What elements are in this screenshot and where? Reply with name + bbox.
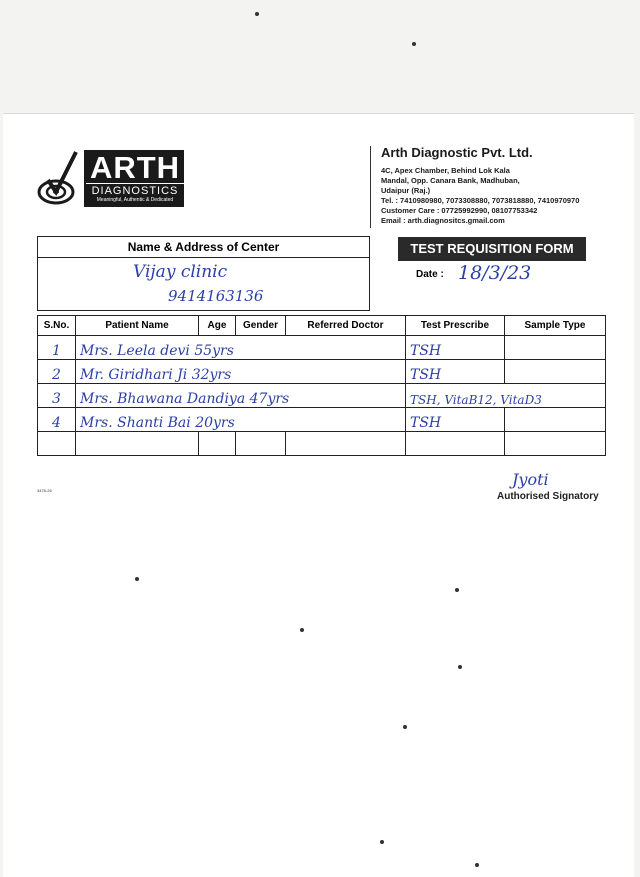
row-sno: 1: [38, 336, 76, 360]
row-age: [199, 432, 236, 456]
column-header: Gender: [236, 316, 286, 336]
row-test: TSH: [406, 360, 505, 384]
target-check-icon: [36, 150, 86, 210]
column-header: Age: [199, 316, 236, 336]
company-name: Arth Diagnostic Pvt. Ltd.: [381, 145, 533, 160]
row-doctor: [286, 432, 406, 456]
paper-speck: [455, 588, 459, 592]
row-sno: 4: [38, 408, 76, 432]
address-line: Mandal, Opp. Canara Bank, Madhuban,: [381, 176, 520, 185]
date-value: 18/3/23: [458, 262, 532, 284]
table-row: [38, 336, 606, 360]
row-sample-type: [505, 360, 606, 384]
row-sample-type: [505, 432, 606, 456]
row-patient: Mr. Giridhari Ji 32yrs: [76, 360, 406, 384]
paper-speck: [380, 840, 384, 844]
table-row: [38, 360, 606, 384]
address-line: Tel. : 7410980980, 7073308880, 7073818880, 7410970970: [381, 196, 580, 205]
page-edge-top: [0, 0, 640, 112]
row-test: TSH: [406, 336, 505, 360]
paper-speck: [403, 725, 407, 729]
address-line: 4C, Apex Chamber, Behind Lok Kala: [381, 166, 510, 175]
center-name: Vijay clinic: [133, 262, 228, 282]
address-line: Customer Care : 07725992990, 08107753342: [381, 206, 538, 215]
paper-speck: [300, 628, 304, 632]
row-patient: Mrs. Bhawana Dandiya 47yrs: [76, 384, 406, 408]
column-header: Sample Type: [505, 316, 606, 336]
arth-logo: [36, 150, 186, 210]
paper-speck: [255, 12, 259, 16]
row-patient: [76, 432, 199, 456]
table-row: [38, 408, 606, 432]
logo-tagline: Meaningful, Authentic & Dedicated: [96, 197, 174, 203]
column-header: S.No.: [38, 316, 76, 336]
row-sno: 2: [38, 360, 76, 384]
column-header: Test Prescribe: [406, 316, 505, 336]
form-title: TEST REQUISITION FORM: [398, 237, 586, 261]
center-box-title: Name & Address of Center: [38, 237, 369, 258]
row-sno: 3: [38, 384, 76, 408]
logo-subtitle: DIAGNOSTICS: [86, 183, 184, 197]
paper-speck: [135, 577, 139, 581]
paper-speck: [458, 665, 462, 669]
row-sno: [38, 432, 76, 456]
row-test: [406, 432, 505, 456]
header-divider: [370, 146, 371, 228]
address-line: Udaipur (Raj.): [381, 186, 431, 195]
logo-brand: ARTH: [89, 150, 181, 185]
row-patient: Mrs. Shanti Bai 20yrs: [76, 408, 406, 432]
paper-speck: [475, 863, 479, 867]
column-header: Patient Name: [76, 316, 199, 336]
center-box: [37, 236, 370, 311]
date-label: Date :: [416, 269, 444, 280]
requisition-table: [37, 315, 606, 456]
table-row: [38, 384, 606, 408]
company-address: [381, 166, 611, 226]
row-gender: [236, 432, 286, 456]
table-header-row: [38, 316, 606, 336]
row-sample-type: [505, 408, 606, 432]
center-phone: 9414163136: [168, 287, 264, 305]
column-header: Referred Doctor: [286, 316, 406, 336]
row-test: TSH, VitaB12, VitaD3: [406, 384, 606, 408]
signature-name: Jyoti: [512, 470, 549, 489]
table-row: [38, 432, 606, 456]
row-sample-type: [505, 336, 606, 360]
signature-label: Authorised Signatory: [497, 491, 599, 502]
address-line: Email : arth.diagnositcs.gmail.com: [381, 216, 505, 225]
paper-speck: [412, 42, 416, 46]
form-code: 3478-26: [37, 488, 52, 493]
row-patient: Mrs. Leela devi 55yrs: [76, 336, 406, 360]
row-test: TSH: [406, 408, 505, 432]
